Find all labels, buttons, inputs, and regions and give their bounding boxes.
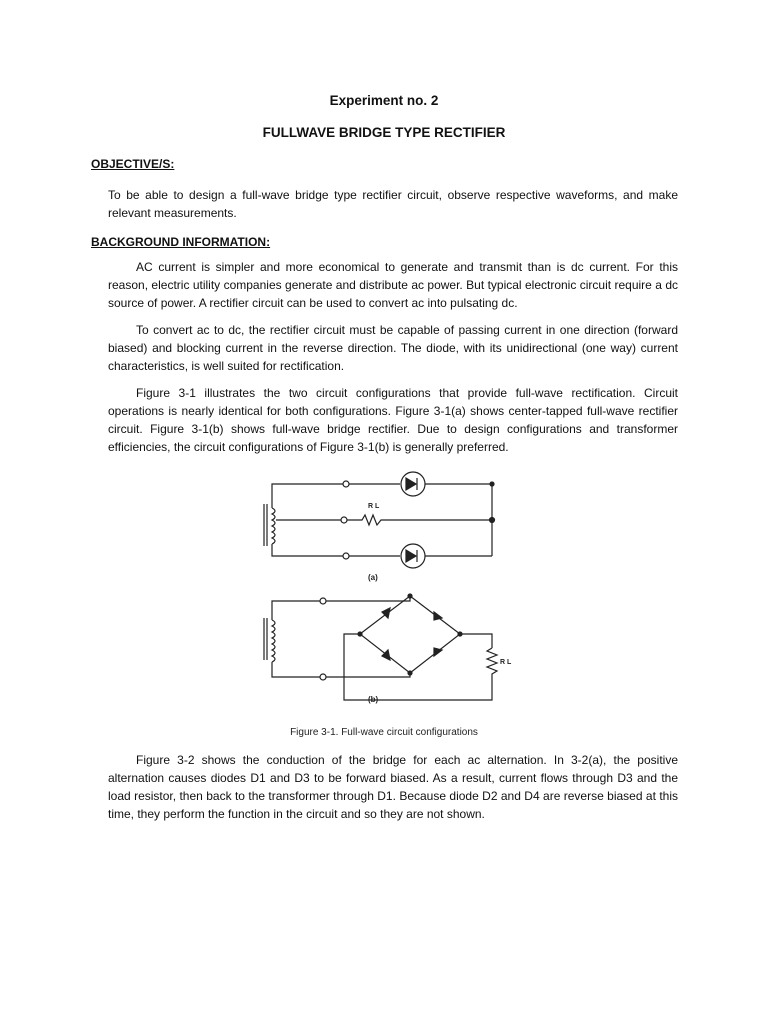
- experiment-subtitle: FULLWAVE BRIDGE TYPE RECTIFIER: [262, 125, 506, 140]
- page-title: Experiment no. 2: [329, 93, 439, 108]
- objective-heading: OBJECTIVE/S:: [91, 157, 175, 171]
- rl-label-a: R L: [368, 503, 380, 510]
- circuit-b: [264, 594, 512, 704]
- figure-caption: Figure 3-1. Full-wave circuit configurations: [290, 727, 478, 738]
- label-b: (b): [368, 695, 379, 704]
- figure-3-1-diagram: [0, 468, 768, 708]
- background-paragraph-1: AC current is simpler and more economical to generate and transmit than is dc current. For this reason, electric utility companies generate and distribute ac power. But typical electronic circuit require a dc source of power. A rectifier circuit can be used to convert ac into pulsating dc.: [108, 260, 678, 310]
- label-a: (a): [368, 573, 378, 582]
- background-paragraph-2: To convert ac to dc, the rectifier circuit must be capable of passing current in one direction (forward biased) and blocking current in the reverse direction. The diode, with its unidirectional (one way) current characteristics, is well suited for rectification.: [108, 323, 678, 373]
- objective-paragraph: To be able to design a full-wave bridge type rectifier circuit, observe respective waveforms, and make relevant measurements.: [108, 188, 678, 220]
- circuit-a: [264, 472, 495, 582]
- background-paragraph-4: Figure 3-2 shows the conduction of the bridge for each ac alternation. In 3-2(a), the positive alternation causes diodes D1 and D3 to be forward biased. As a result, current flows through D3 and the load resistor, then back to the transformer through D1. Because diode D2 and D4 are reverse biased at this time, they perform the function in the circuit and so they are not shown.: [108, 753, 678, 821]
- rl-label-b: R L: [500, 659, 512, 666]
- background-heading: BACKGROUND INFORMATION:: [91, 235, 271, 249]
- background-paragraph-3: Figure 3-1 illustrates the two circuit configurations that provide full-wave rectification. Circuit operations is nearly identical for both configurations. Figure 3-1(a) shows center-tapped full-wave rectifier circuit. Figure 3-1(b) shows full-wave bridge rectifier. Due to design configurations and transformer efficiencies, the circuit configurations of Figure 3-1(b) is generally preferred.: [108, 386, 678, 454]
